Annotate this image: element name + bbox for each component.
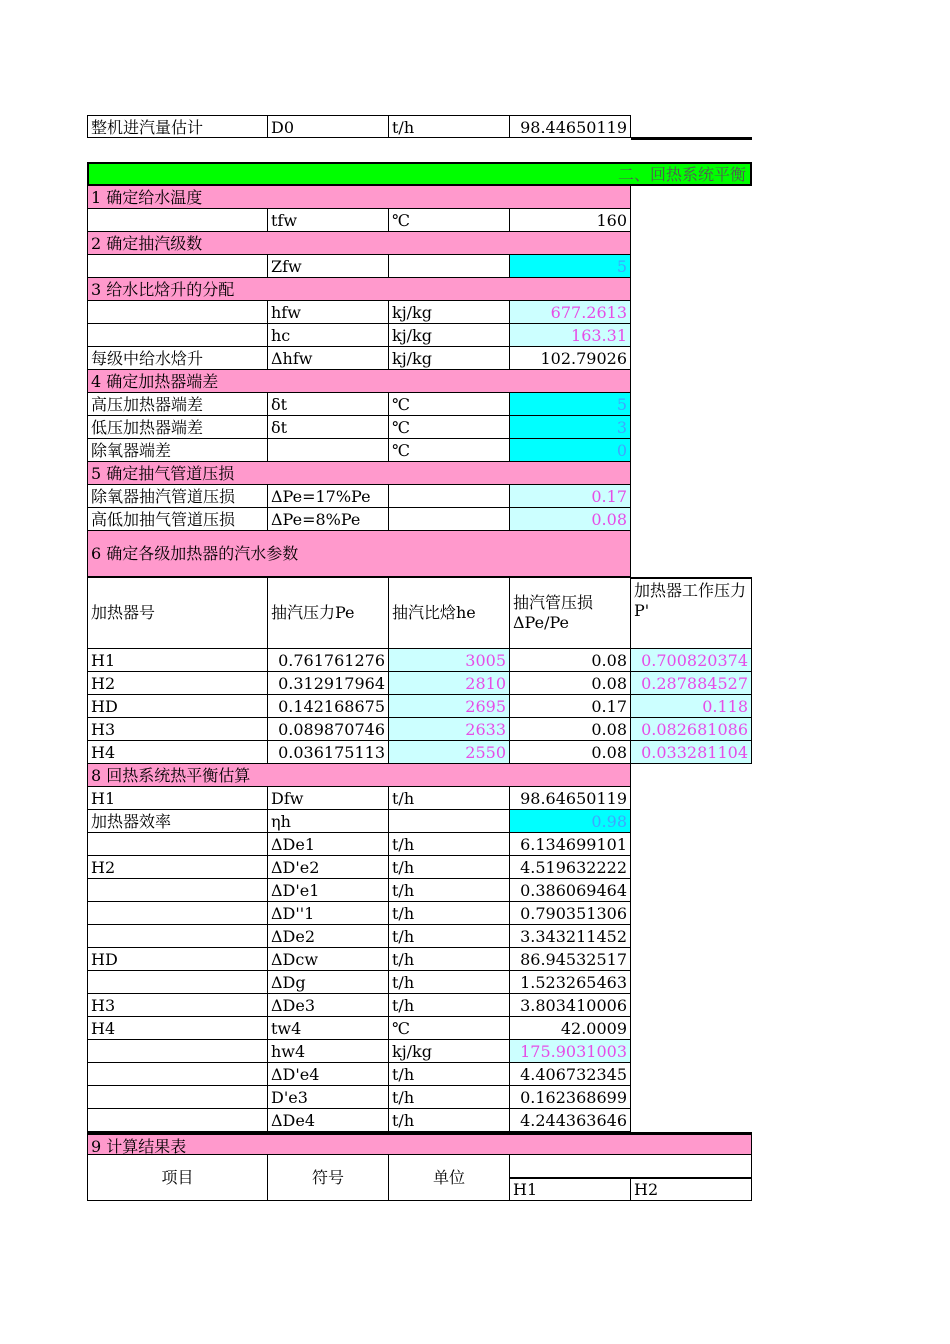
cell-label[interactable]: 每级中给水焓升: [87, 347, 268, 370]
cell-unit[interactable]: ℃: [389, 1017, 510, 1040]
section-title[interactable]: 1 确定给水温度: [87, 186, 631, 209]
cell-working-pressure[interactable]: 0.033281104: [631, 741, 752, 764]
cell-unit[interactable]: kj/kg: [389, 1040, 510, 1063]
cell-value[interactable]: 163.31: [510, 324, 631, 347]
section-title[interactable]: 3 给水比焓升的分配: [87, 278, 631, 301]
cell-pipe-loss[interactable]: 0.08: [510, 718, 631, 741]
cell-value[interactable]: 0.162368699: [510, 1086, 631, 1109]
cell-label[interactable]: 高压加热器端差: [87, 393, 268, 416]
cell-extraction-enthalpy[interactable]: 2550: [389, 741, 510, 764]
cell-unit[interactable]: kj/kg: [389, 301, 510, 324]
cell-value[interactable]: 3.343211452: [510, 925, 631, 948]
header-extraction-pressure[interactable]: 抽汽压力Pe: [268, 577, 389, 649]
cell-label[interactable]: [87, 324, 268, 347]
cell-label[interactable]: 高低加抽气管道压损: [87, 508, 268, 531]
cell-unit[interactable]: [389, 508, 510, 531]
cell-value[interactable]: 175.9031003: [510, 1040, 631, 1063]
cell-symbol[interactable]: tfw: [268, 209, 389, 232]
cell-working-pressure[interactable]: 0.082681086: [631, 718, 752, 741]
cell-extraction-pressure[interactable]: 0.089870746: [268, 718, 389, 741]
cell-unit[interactable]: [389, 810, 510, 833]
cell-label[interactable]: HD: [87, 948, 268, 971]
cell-unit[interactable]: t/h: [389, 1063, 510, 1086]
cell-label[interactable]: H4: [87, 1017, 268, 1040]
cell-symbol[interactable]: hw4: [268, 1040, 389, 1063]
cell-working-pressure[interactable]: 0.118: [631, 695, 752, 718]
cell-value[interactable]: 160: [510, 209, 631, 232]
cell-value[interactable]: 86.94532517: [510, 948, 631, 971]
cell-symbol[interactable]: Dfw: [268, 787, 389, 810]
cell-unit[interactable]: t/h: [389, 994, 510, 1017]
cell-extraction-pressure[interactable]: 0.142168675: [268, 695, 389, 718]
cell-working-pressure[interactable]: 0.287884527: [631, 672, 752, 695]
cell-value[interactable]: 0: [510, 439, 631, 462]
cell-symbol[interactable]: ΔPe=17%Pe: [268, 485, 389, 508]
cell-symbol[interactable]: hfw: [268, 301, 389, 324]
cell-symbol[interactable]: ΔPe=8%Pe: [268, 508, 389, 531]
cell-unit[interactable]: ℃: [389, 416, 510, 439]
cell-symbol[interactable]: ΔDe2: [268, 925, 389, 948]
cell-unit[interactable]: t/h: [389, 1109, 510, 1132]
cell-working-pressure[interactable]: 0.700820374: [631, 649, 752, 672]
cell-value[interactable]: 0.98: [510, 810, 631, 833]
header-extraction-enthalpy[interactable]: 抽汽比焓he: [389, 577, 510, 649]
border-line: [631, 137, 752, 140]
cell-value[interactable]: 1.523265463: [510, 971, 631, 994]
cell-unit[interactable]: t/h: [389, 948, 510, 971]
cell-label[interactable]: [87, 879, 268, 902]
cell-unit[interactable]: t/h: [389, 856, 510, 879]
cell-value[interactable]: 677.2613: [510, 301, 631, 324]
cell-symbol[interactable]: ΔDcw: [268, 948, 389, 971]
cell-symbol[interactable]: ΔD'e2: [268, 856, 389, 879]
header-heater-no[interactable]: 加热器号: [87, 577, 268, 649]
cell-extraction-pressure[interactable]: 0.312917964: [268, 672, 389, 695]
cell-symbol[interactable]: ηh: [268, 810, 389, 833]
section-title[interactable]: 4 确定加热器端差: [87, 370, 631, 393]
cell-label[interactable]: [87, 902, 268, 925]
cell-label[interactable]: [87, 971, 268, 994]
cell-unit[interactable]: ℃: [389, 439, 510, 462]
cell-symbol[interactable]: tw4: [268, 1017, 389, 1040]
cell-unit[interactable]: t/h: [389, 925, 510, 948]
cell-symbol[interactable]: ΔD'e4: [268, 1063, 389, 1086]
cell-unit[interactable]: t/h: [389, 879, 510, 902]
cell-value[interactable]: 0.17: [510, 485, 631, 508]
cell-label[interactable]: 除氧器抽汽管道压损: [87, 485, 268, 508]
cell-symbol[interactable]: D'e3: [268, 1086, 389, 1109]
cell-value[interactable]: 5: [510, 393, 631, 416]
cell-unit[interactable]: [389, 485, 510, 508]
header-unit[interactable]: 单位: [389, 1155, 510, 1201]
cell-label[interactable]: 加热器效率: [87, 810, 268, 833]
cell-extraction-enthalpy[interactable]: 2633: [389, 718, 510, 741]
cell-value[interactable]: 0.386069464: [510, 879, 631, 902]
cell-unit[interactable]: t/h: [389, 115, 510, 138]
cell-label[interactable]: [87, 255, 268, 278]
cell-pipe-loss[interactable]: 0.17: [510, 695, 631, 718]
cell-symbol[interactable]: δt: [268, 416, 389, 439]
cell-label[interactable]: [87, 1109, 268, 1132]
cell-pipe-loss[interactable]: 0.08: [510, 741, 631, 764]
cell-value[interactable]: 4.244363646: [510, 1109, 631, 1132]
cell-extraction-enthalpy[interactable]: 3005: [389, 649, 510, 672]
cell-heater-no[interactable]: HD: [87, 695, 268, 718]
header-item[interactable]: 项目: [87, 1155, 268, 1201]
cell-heater-no[interactable]: H2: [87, 672, 268, 695]
cell-heater-no[interactable]: H1: [87, 649, 268, 672]
cell-value[interactable]: 0.790351306: [510, 902, 631, 925]
cell-label[interactable]: [87, 209, 268, 232]
cell-pipe-loss[interactable]: 0.08: [510, 649, 631, 672]
cell-value[interactable]: 0.08: [510, 508, 631, 531]
cell-symbol[interactable]: δt: [268, 393, 389, 416]
cell-unit[interactable]: ℃: [389, 209, 510, 232]
cell-unit[interactable]: [389, 255, 510, 278]
section-title[interactable]: 6 确定各级加热器的汽水参数: [87, 531, 631, 577]
cell-symbol[interactable]: ΔDe4: [268, 1109, 389, 1132]
cell-symbol[interactable]: Δhfw: [268, 347, 389, 370]
cell-symbol[interactable]: [268, 439, 389, 462]
cell-value[interactable]: 102.79026: [510, 347, 631, 370]
cell-label[interactable]: [87, 833, 268, 856]
cell-unit[interactable]: t/h: [389, 787, 510, 810]
cell-symbol[interactable]: hc: [268, 324, 389, 347]
cell-value[interactable]: 3: [510, 416, 631, 439]
section-title[interactable]: 8 回热系统热平衡估算: [87, 764, 631, 787]
cell-symbol[interactable]: ΔDe3: [268, 994, 389, 1017]
cell-symbol[interactable]: ΔDe1: [268, 833, 389, 856]
header-working-pressure[interactable]: 加热器工作压力P': [631, 577, 752, 649]
banner-title[interactable]: 二、回热系统平衡: [87, 162, 752, 186]
header-h2[interactable]: H2: [631, 1178, 752, 1201]
cell-value[interactable]: 3.803410006: [510, 994, 631, 1017]
cell-label[interactable]: [87, 925, 268, 948]
cell-unit[interactable]: t/h: [389, 833, 510, 856]
cell-extraction-enthalpy[interactable]: 2695: [389, 695, 510, 718]
cell-unit[interactable]: t/h: [389, 971, 510, 994]
header-group[interactable]: [510, 1155, 752, 1178]
cell-symbol[interactable]: ΔD'e1: [268, 879, 389, 902]
cell-symbol[interactable]: ΔDg: [268, 971, 389, 994]
cell-extraction-enthalpy[interactable]: 2810: [389, 672, 510, 695]
cell-label[interactable]: 整机进汽量估计: [87, 115, 268, 138]
cell-value[interactable]: 6.134699101: [510, 833, 631, 856]
cell-unit[interactable]: ℃: [389, 393, 510, 416]
cell-value[interactable]: 4.406732345: [510, 1063, 631, 1086]
header-pipe-loss[interactable]: 抽汽管压损ΔPe/Pe: [510, 577, 631, 649]
cell-value[interactable]: 98.44650119: [510, 115, 631, 138]
section-title[interactable]: 9 计算结果表: [87, 1132, 752, 1155]
cell-unit[interactable]: kj/kg: [389, 324, 510, 347]
cell-symbol[interactable]: ΔD''1: [268, 902, 389, 925]
section-title[interactable]: 5 确定抽气管道压损: [87, 462, 631, 485]
cell-label[interactable]: [87, 1040, 268, 1063]
cell-unit[interactable]: t/h: [389, 902, 510, 925]
cell-label[interactable]: H2: [87, 856, 268, 879]
cell-heater-no[interactable]: H4: [87, 741, 268, 764]
cell-pipe-loss[interactable]: 0.08: [510, 672, 631, 695]
header-h1[interactable]: H1: [510, 1178, 631, 1201]
cell-value[interactable]: 42.0009: [510, 1017, 631, 1040]
cell-heater-no[interactable]: H3: [87, 718, 268, 741]
header-symbol[interactable]: 符号: [268, 1155, 389, 1201]
cell-unit[interactable]: kj/kg: [389, 347, 510, 370]
cell-label[interactable]: H3: [87, 994, 268, 1017]
cell-symbol[interactable]: D0: [268, 115, 389, 138]
cell-label[interactable]: 除氧器端差: [87, 439, 268, 462]
cell-unit[interactable]: t/h: [389, 1086, 510, 1109]
cell-value[interactable]: 4.519632222: [510, 856, 631, 879]
cell-label[interactable]: [87, 1063, 268, 1086]
cell-label[interactable]: H1: [87, 787, 268, 810]
cell-value[interactable]: 98.64650119: [510, 787, 631, 810]
section-title[interactable]: 2 确定抽汽级数: [87, 232, 631, 255]
cell-label[interactable]: 低压加热器端差: [87, 416, 268, 439]
cell-symbol[interactable]: Zfw: [268, 255, 389, 278]
cell-extraction-pressure[interactable]: 0.036175113: [268, 741, 389, 764]
cell-extraction-pressure[interactable]: 0.761761276: [268, 649, 389, 672]
cell-label[interactable]: [87, 1086, 268, 1109]
cell-label[interactable]: [87, 301, 268, 324]
cell-value[interactable]: 5: [510, 255, 631, 278]
